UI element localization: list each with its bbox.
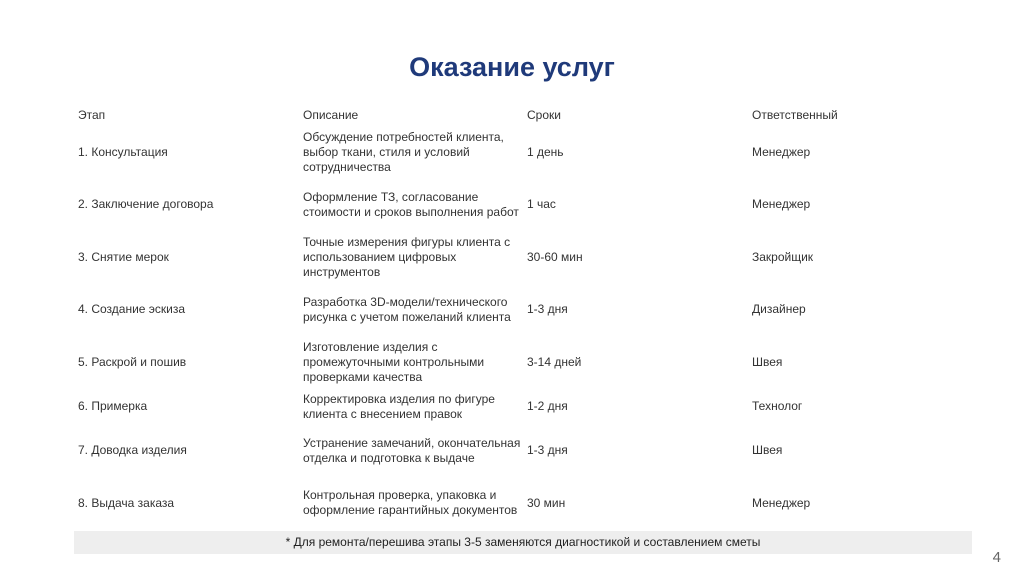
header-description: Описание [303, 107, 359, 122]
stage-cell: 1. Консультация [78, 144, 168, 159]
stage-cell: 5. Раскрой и пошив [78, 354, 187, 369]
responsible-cell: Дизайнер [752, 302, 806, 317]
services-table [74, 104, 972, 530]
footnote: * Для ремонта/перешива этапы 3-5 заменяются диагностикой и составлением сметы [74, 531, 972, 554]
description-cell: Разработка 3D-модели/технического рисунка с учетом пожеланий клиента [303, 294, 511, 324]
time-cell: 1 день [527, 144, 564, 159]
header-responsible: Ответственный [752, 107, 838, 122]
table-row [74, 126, 972, 179]
description-cell: Устранение замечаний, окончательная отделка и подготовка к выдаче [303, 435, 521, 465]
time-cell: 1-3 дня [527, 443, 568, 458]
table-header-row [74, 104, 972, 126]
description-cell: Контрольная проверка, упаковка и оформление гарантийных документов [303, 488, 518, 518]
time-cell: 3-14 дней [527, 354, 582, 369]
time-cell: 1-2 дня [527, 399, 568, 413]
header-stage: Этап [78, 107, 106, 122]
slide-title: Оказание услуг [409, 52, 615, 82]
page-number: 4 [992, 549, 1001, 566]
responsible-cell: Швея [752, 354, 783, 369]
responsible-cell: Менеджер [752, 144, 811, 159]
stage-cell: 4. Создание эскиза [78, 302, 186, 317]
stage-cell: 2. Заключение договора [78, 197, 214, 212]
header-time: Сроки [527, 107, 561, 122]
description-cell: Обсуждение потребностей клиента, выбор ткани, стиля и условий сотрудничества [303, 129, 504, 174]
table-row [74, 231, 972, 284]
table-row [74, 284, 972, 337]
responsible-cell: Менеджер [752, 197, 811, 212]
responsible-cell: Швея [752, 443, 783, 458]
stage-cell: 3. Снятие мерок [78, 249, 169, 264]
stage-cell: 6. Примерка [78, 399, 148, 413]
time-cell: 30-60 мин [527, 249, 583, 264]
description-cell: Корректировка изделия по фигуре клиента с внесением правок [303, 391, 495, 421]
table-row [74, 477, 972, 530]
responsible-cell: Закройщик [752, 249, 814, 264]
description-cell: Оформление ТЗ, согласование стоимости и сроков выполнения работ [303, 189, 519, 219]
table-row [74, 179, 972, 232]
description-cell: Изготовление изделия с промежуточными контрольными проверками качества [303, 339, 485, 384]
time-cell: 1-3 дня [527, 302, 568, 317]
table-row [74, 389, 972, 425]
time-cell: 30 мин [527, 495, 566, 510]
stage-cell: 7. Доводка изделия [78, 443, 187, 458]
stage-cell: 8. Выдача заказа [78, 495, 175, 510]
responsible-cell: Менеджер [752, 495, 811, 510]
responsible-cell: Технолог [752, 399, 803, 413]
description-cell: Точные измерения фигуры клиента с использованием цифровых инструментов [303, 234, 511, 279]
time-cell: 1 час [527, 197, 556, 212]
table-row [74, 336, 972, 389]
table-row [74, 425, 972, 478]
